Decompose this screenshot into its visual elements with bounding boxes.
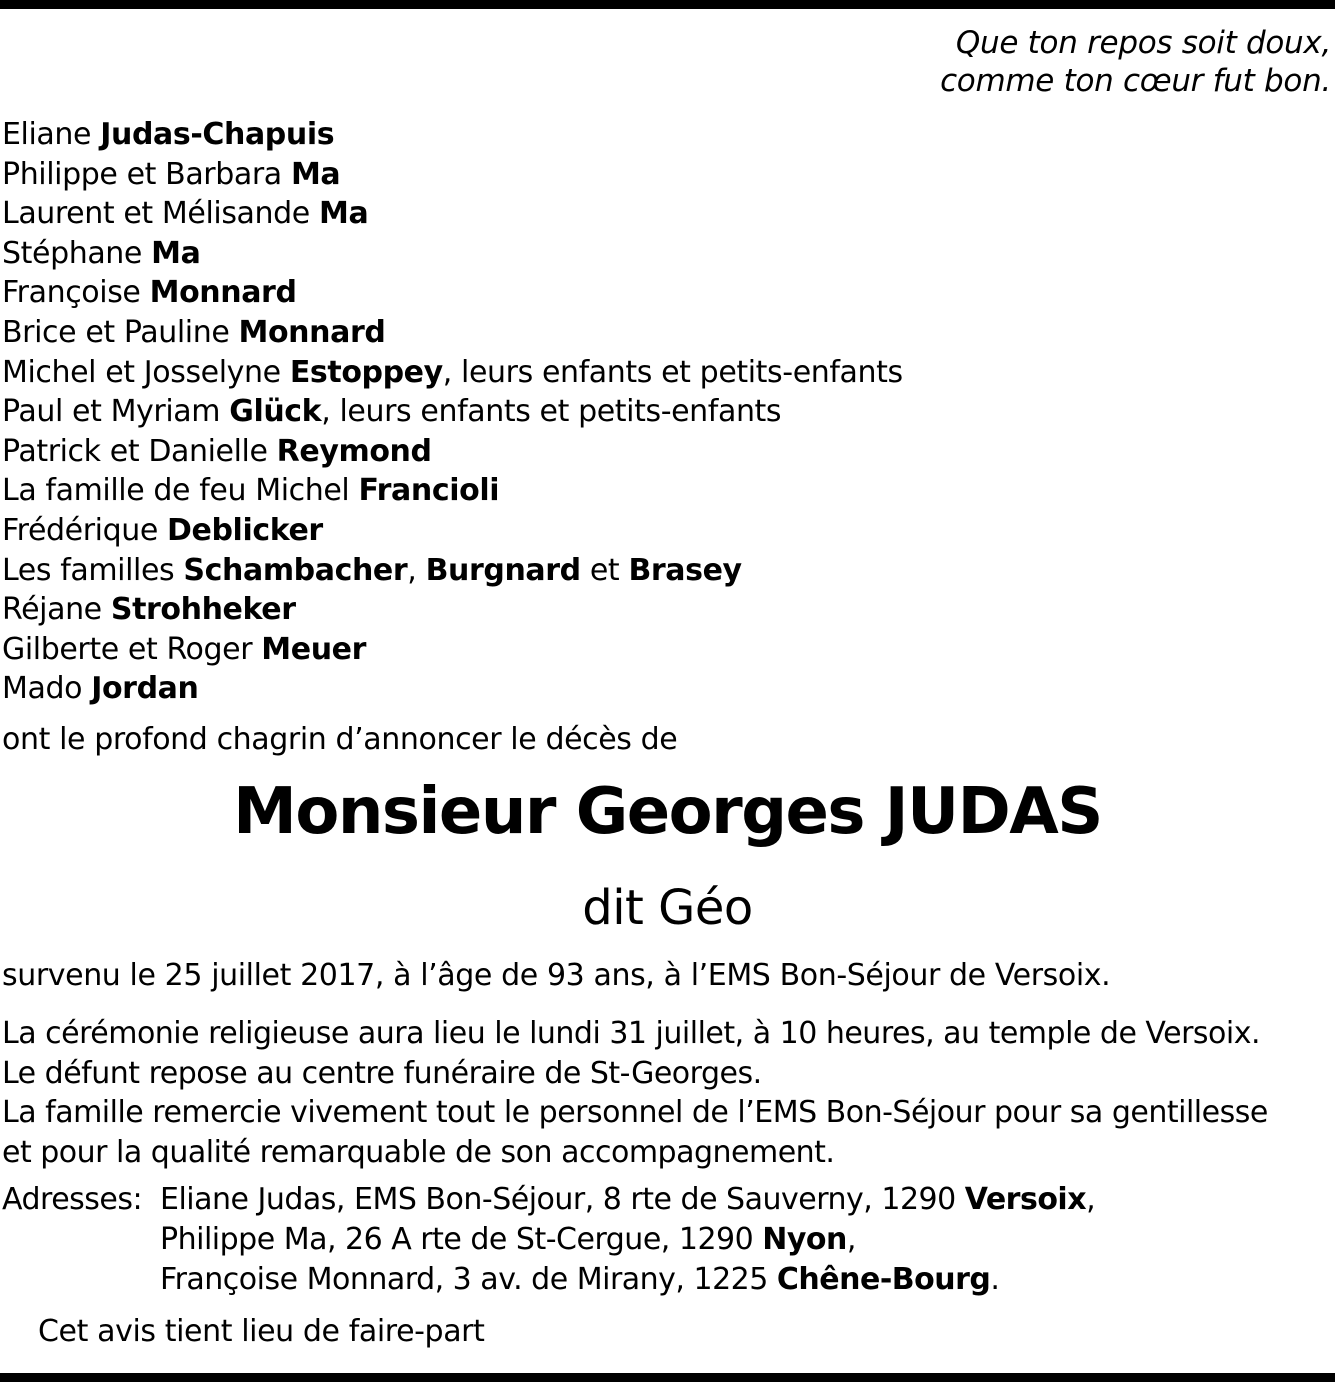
mourner-surname: Deblicker (167, 512, 323, 548)
mourner-suffix: , leurs enfants et petits-enfants (442, 354, 903, 390)
mourner-given: Gilberte et Roger (2, 631, 262, 667)
bottom-rule (0, 1373, 1335, 1382)
mourner-surname: Monnard (149, 275, 297, 311)
mourner-given: Frédérique (2, 512, 168, 548)
mourner-given: Laurent et Mélisande (2, 196, 319, 232)
address-text: Eliane Judas, EMS Bon-Séjour, 8 rte de Sauverny, 1290 (160, 1182, 965, 1217)
deceased-nickname: dit Géo (582, 880, 753, 936)
mourner-given: Réjane (2, 592, 111, 628)
top-rule (0, 0, 1335, 9)
details-line: La famille remercie vivement tout le personnel de l’EMS Bon-Séjour pour sa gentillesse (2, 1095, 1268, 1130)
mourner-surname: Judas-Chapuis (100, 117, 335, 152)
mourner-line (2, 194, 903, 234)
mourner-surname: Glück (229, 394, 322, 430)
faire-part-notice: Cet avis tient lieu de faire-part (38, 1314, 485, 1349)
mourner-given: Paul et Myriam (2, 394, 230, 430)
mourner-given: Eliane (2, 117, 101, 152)
families-prefix: Les familles (2, 552, 184, 588)
mourner-surname: Ma (290, 156, 341, 192)
mourner-line (2, 590, 903, 630)
mourner-given: Stéphane (2, 235, 152, 271)
families-separator: , (407, 552, 426, 588)
mourner-line (2, 432, 903, 472)
mourner-line (2, 392, 903, 432)
death-statement: survenu le 25 juillet 2017, à l’âge de 93 ans, à l’EMS Bon-Séjour de Versoix. (2, 958, 1111, 993)
mourner-line (2, 471, 903, 511)
address-punct: , (1086, 1182, 1096, 1217)
details-line: La cérémonie religieuse aura lieu le lundi 31 juillet, à 10 heures, au temple de Versoix. (2, 1016, 1261, 1051)
mourner-surname: Reymond (276, 433, 432, 469)
mourner-surname: Ma (151, 235, 201, 271)
mourners-list (2, 115, 903, 709)
mourner-surname: Monnard (238, 314, 386, 350)
mourner-surname: Meuer (261, 631, 366, 667)
mourner-line (2, 511, 903, 551)
epigraph-line: Que ton repos soit doux, (955, 25, 1331, 61)
mourner-given: Brice et Pauline (2, 314, 239, 350)
address-text: Françoise Monnard, 3 av. de Mirany, 1225 (160, 1262, 777, 1297)
mourner-line (2, 669, 903, 709)
address-text: Philippe Ma, 26 A rte de St-Cergue, 1290 (160, 1222, 763, 1257)
address-city: Chêne-Bourg (776, 1262, 991, 1297)
mourner-given: Mado (2, 671, 92, 707)
mourner-given: Michel et Josselyne (2, 354, 290, 390)
address-line (160, 1260, 1095, 1300)
details-line: Le défunt repose au centre funéraire de St-Georges. (2, 1055, 762, 1091)
mourner-surname: Francioli (358, 473, 500, 509)
families-separator: et (580, 552, 629, 588)
mourner-line (2, 155, 903, 195)
mourner-given: La famille de feu Michel (2, 473, 359, 509)
addresses-label: Adresses: (2, 1182, 143, 1217)
families-line (2, 551, 903, 591)
address-punct: . (990, 1262, 1000, 1297)
mourner-line (2, 353, 903, 393)
address-city: Nyon (762, 1222, 847, 1257)
address-punct: , (846, 1222, 856, 1257)
mourner-suffix: , leurs enfants et petits-enfants (321, 394, 782, 430)
mourner-surname: Strohheker (110, 592, 296, 628)
announcement: ont le profond chagrin d’annoncer le décès de (2, 722, 678, 757)
addresses-lines (160, 1180, 1095, 1300)
mourner-surname: Ma (319, 196, 369, 232)
details-line: et pour la qualité remarquable de son accompagnement. (2, 1134, 835, 1170)
family-name: Schambacher (183, 552, 408, 588)
mourner-given: Françoise (2, 275, 150, 311)
mourner-line (2, 273, 903, 313)
mourner-given: Philippe et Barbara (2, 156, 291, 192)
address-line (160, 1220, 1095, 1260)
deceased-name: Monsieur Georges JUDAS (233, 775, 1102, 849)
mourner-line (2, 115, 903, 155)
mourner-line (2, 630, 903, 670)
epigraph-line: comme ton cœur fut bon. (940, 63, 1331, 99)
mourner-line (2, 313, 903, 353)
ceremony-details (2, 1014, 1268, 1172)
family-name: Brasey (628, 552, 742, 588)
epigraph (940, 24, 1331, 100)
mourner-given: Patrick et Danielle (2, 433, 277, 469)
mourner-line (2, 234, 903, 274)
family-name: Burgnard (425, 552, 581, 588)
mourner-surname: Estoppey (289, 354, 443, 390)
mourner-surname: Jordan (91, 671, 199, 707)
address-line (160, 1180, 1095, 1220)
address-city: Versoix (964, 1182, 1087, 1217)
